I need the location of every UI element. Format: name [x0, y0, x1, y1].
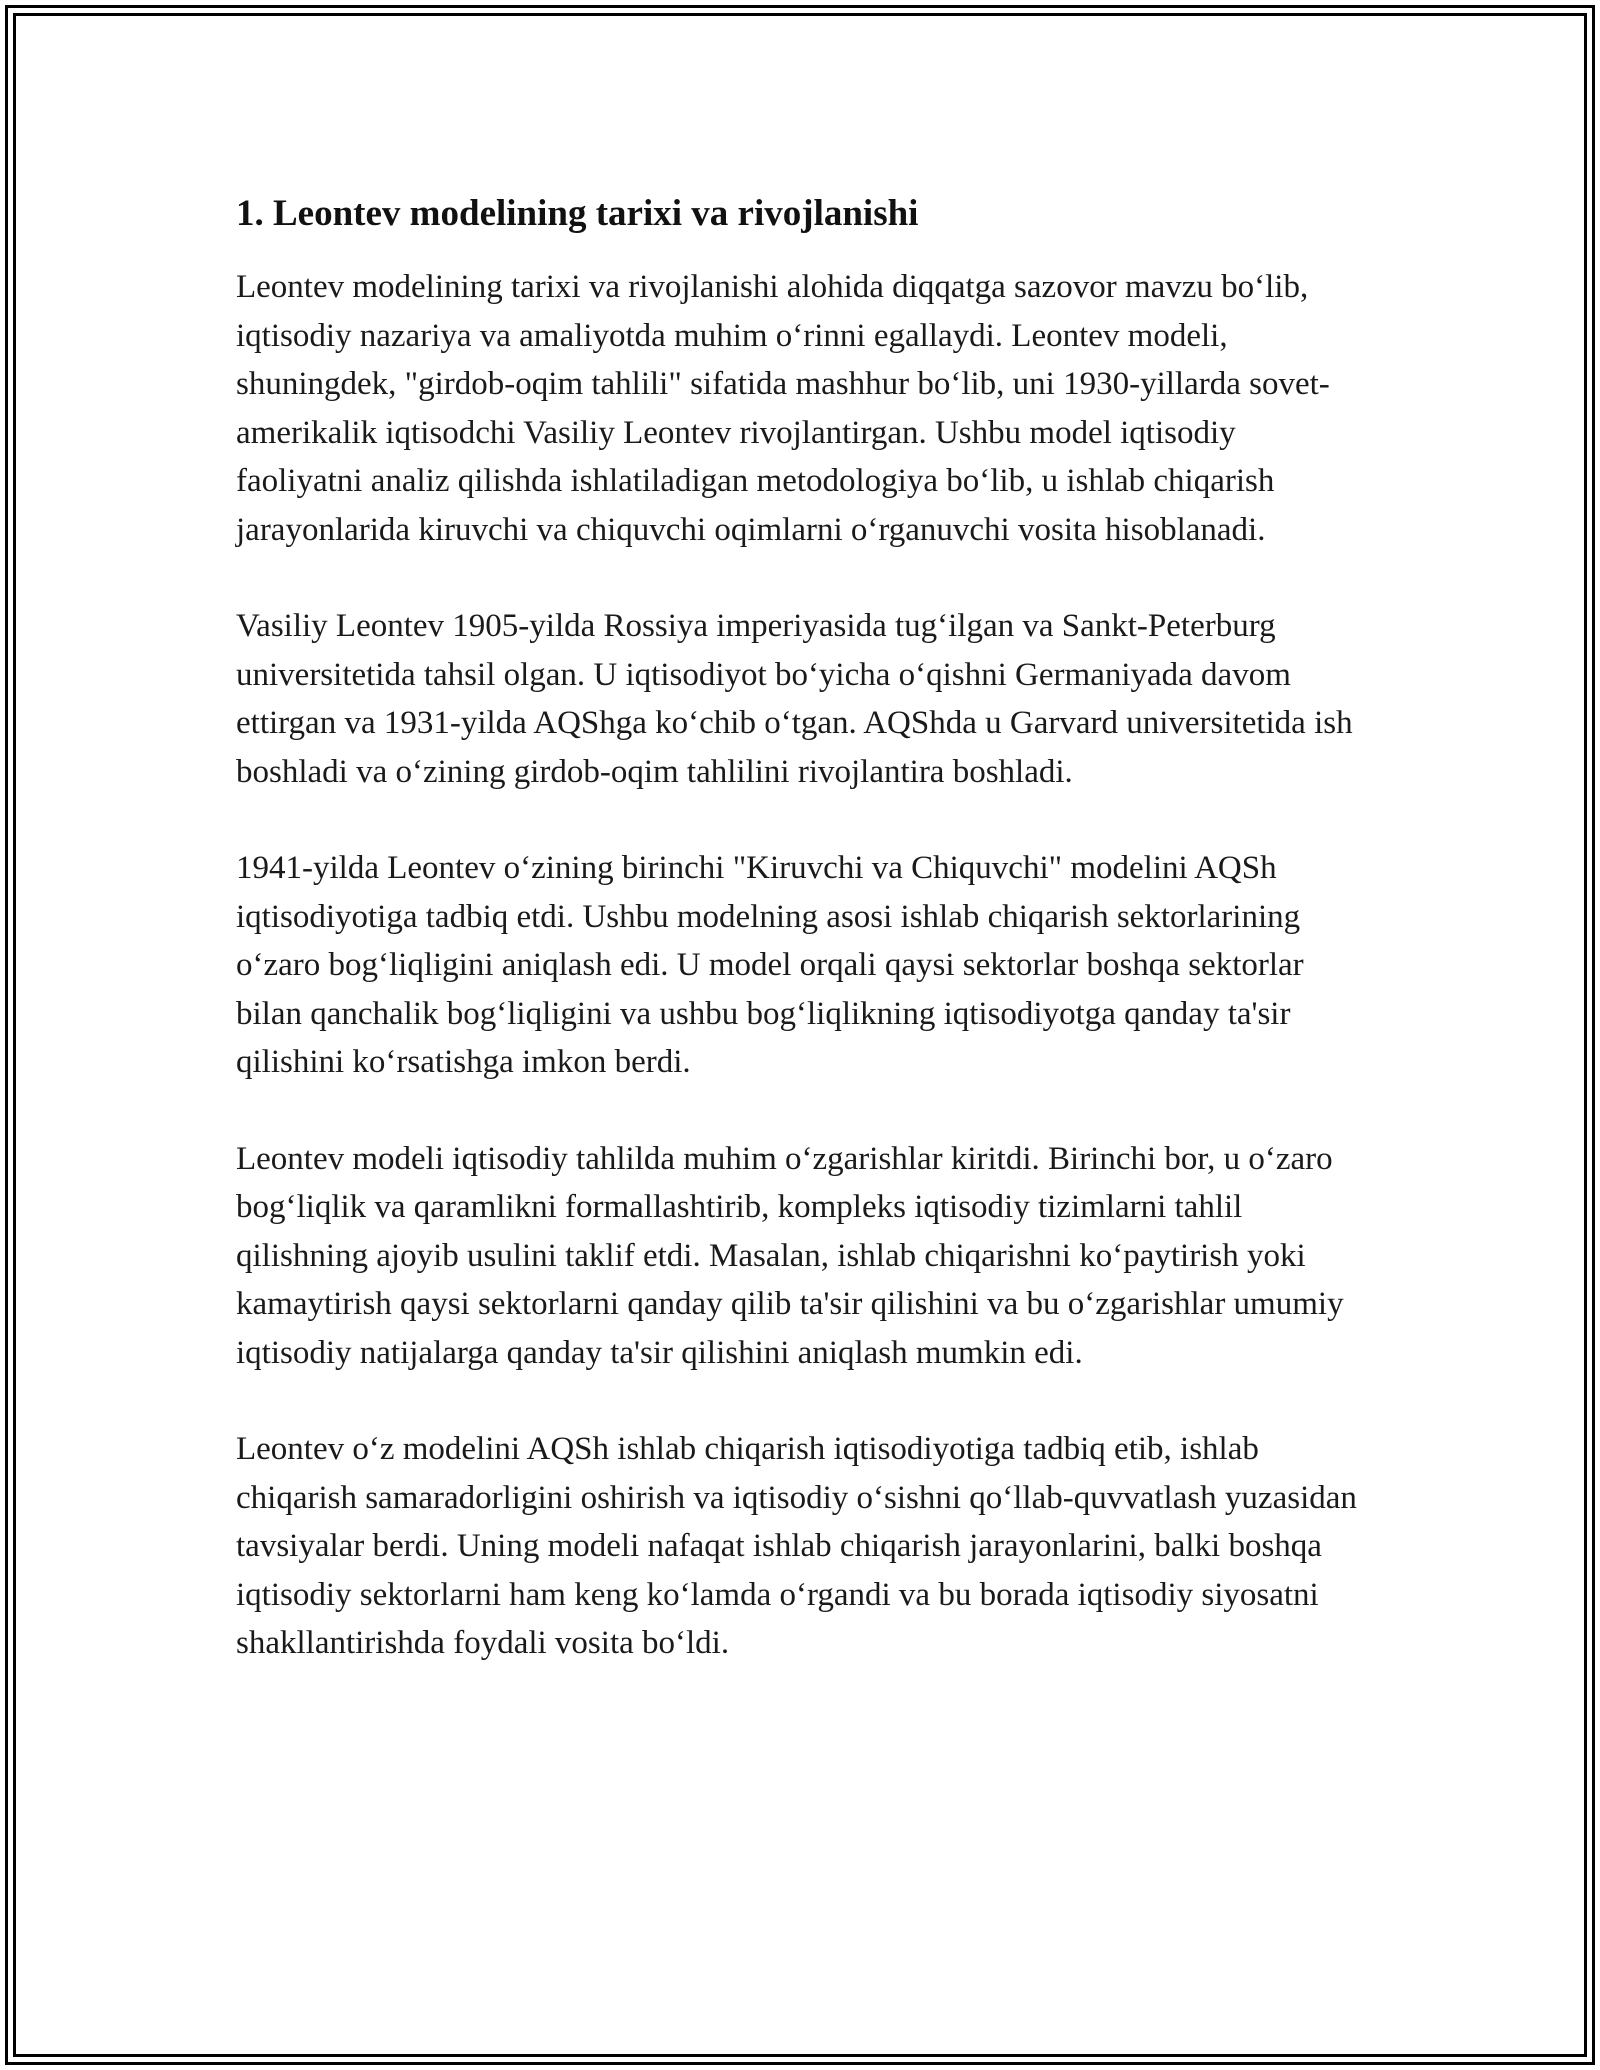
paragraph-biography: Vasiliy Leontev 1905-yilda Rossiya imperiyasida tug‘ilgan va Sankt-Peterburg universitetida tahsil olgan. U iqtisodiyot bo‘yicha o‘qishni Germaniyada davom ettirgan va 1931-yilda AQShga ko‘chib o‘tgan. AQShda u Garvard universitetida ish boshladi va o‘zining girdob-oqim tahlilini rivojlantira boshladi.	[236, 608, 1353, 790]
paragraph-first-model: 1941-yilda Leontev o‘zining birinchi "Kiruvchi va Chiquvchi" modelini AQSh iqtisodiyotiga tadbiq etdi. Ushbu modelning asosi ishlab chiqarish sektorlarining o‘zaro bog‘liqligini aniqlash edi. U model orqali qaysi sektorlar boshqa sektorlar bilan qanchalik bog‘liqligini va ushbu bog‘liqlikning iqtisodiyotga qanday ta'sir qilishini ko‘rsatishga imkon berdi.	[236, 850, 1304, 1080]
document-body	[236, 186, 1366, 1716]
paragraph-history-intro: Leontev modelining tarixi va rivojlanishi alohida diqqatga sazovor mavzu bo‘lib, iqtisodiy nazariya va amaliyotda muhim o‘rinni egallaydi. Leontev modeli, shuningdek, "girdob-oqim tahlili" sifatida mashhur bo‘lib, uni 1930-yillarda sovet-amerikalik iqtisodchi Vasiliy Leontev rivojlantirgan. Ushbu model iqtisodiy faoliyatni analiz qilishda ishlatiladigan metodologiya bo‘lib, u ishlab chiqarish jarayonlarida kiruvchi va chiquvchi oqimlarni o‘rganuvchi vosita hisoblanadi.	[236, 269, 1330, 548]
paragraph-application: Leontev o‘z modelini AQSh ishlab chiqarish iqtisodiyotiga tadbiq etib, ishlab chiqarish samaradorligini oshirish va iqtisodiy o‘sishni qo‘llab-quvvatlash yuzasidan tavsiyalar berdi. Uning modeli nafaqat ishlab chiqarish jarayonlarini, balki boshqa iqtisodiy sektorlarni ham keng ko‘lamda o‘rgandi va bu borada iqtisodiy siyosatni shakllantirishda foydali vosita bo‘ldi.	[236, 1431, 1357, 1661]
paragraph-analysis-changes: Leontev modeli iqtisodiy tahlilda muhim o‘zgarishlar kiritdi. Birinchi bor, u o‘zaro bog‘liqlik va qaramlikni formallashtirib, kompleks iqtisodiy tizimlarni tahlil qilishning ajoyib usulini taklif etdi. Masalan, ishlab chiqarishni ko‘paytirish yoki kamaytirish qaysi sektorlarni qanday qilib ta'sir qilishini va bu o‘zgarishlar umumiy iqtisodiy natijalarga qanday ta'sir qilishini aniqlash mumkin edi.	[236, 1140, 1344, 1371]
section-heading: 1. Leontev modelining tarixi va rivojlanishi	[236, 193, 919, 234]
